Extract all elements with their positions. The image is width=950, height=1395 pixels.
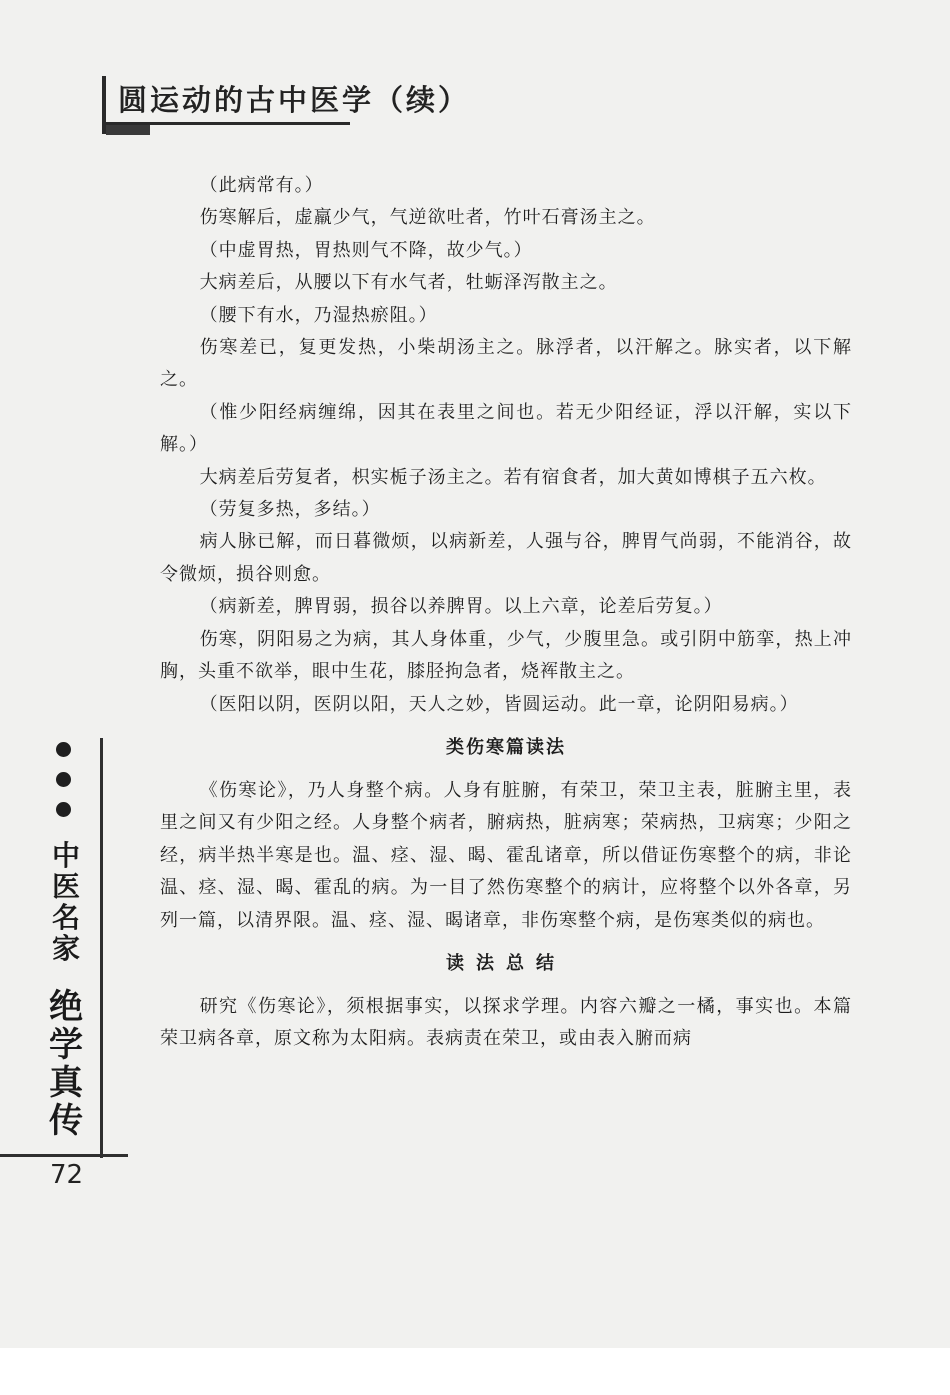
side-label (48, 840, 84, 1140)
text-paragraph: 大病差后劳复者，枳实栀子汤主之。若有宿食者，加大黄如博棋子五六枚。 (199, 466, 827, 488)
annotation-paragraph: （劳复多热，多结。） (199, 499, 381, 521)
text-paragraph: 病人脉已解，而日暮微烦，以病新差，人强与谷，脾胃气尚弱，不能消谷，故令微烦，损谷则愈。 (160, 531, 852, 585)
scan-margin (0, 1348, 950, 1395)
bullet-dot-icon (56, 802, 71, 817)
section-heading: 类伤寒篇读法 (446, 736, 566, 758)
section-heading: 读法总结 (446, 952, 566, 974)
bullet-dot-icon (56, 742, 71, 757)
side-strip (0, 738, 140, 1218)
annotation-paragraph: （惟少阳经病缠绵，因其在表里之间也。若无少阳经证，浮以汗解，实以下解。） (160, 401, 852, 456)
page-number: 72 (50, 1160, 84, 1190)
bullet-dot-icon (56, 772, 71, 787)
text-paragraph: 伤寒差已，复更发热，小柴胡汤主之。脉浮者，以汗解之。脉实者，以下解之。 (160, 337, 852, 391)
text-paragraph: 伤寒，阴阳易之为病，其人身体重，少气，少腹里急。或引阴中筋挛，热上冲胸，头重不欲举，眼中生花，膝胫拘急者，烧裈散主之。 (160, 628, 852, 683)
page-number-rule (0, 1154, 128, 1157)
annotation-paragraph: （病新差，脾胃弱，损谷以养脾胃。以上六章，论差后劳复。） (199, 596, 723, 618)
body-text (160, 170, 852, 1056)
series-name: 中医名家 (51, 839, 80, 965)
text-paragraph: 大病差后，从腰以下有水气者，牡蛎泽泻散主之。 (199, 272, 618, 294)
header-accent-block (106, 125, 150, 135)
text-paragraph: 伤寒解后，虚羸少气，气逆欲吐者，竹叶石膏汤主之。 (199, 207, 656, 229)
annotation-paragraph: （医阳以阴，医阴以阳，天人之妙，皆圆运动。此一章，论阴阳易病。） (199, 693, 799, 715)
annotation-paragraph: （中虚胃热，胃热则气不降，故少气。） (199, 239, 533, 261)
annotation-paragraph: （此病常有。） (199, 175, 324, 196)
text-paragraph: 《伤寒论》，乃人身整个病。人身有脏腑，有荣卫，荣卫主表，脏腑主里，表里之间又有少阳之经。人身整个病者，腑病热，脏病寒；荣病热，卫病寒；少阳之经，病半热半寒是也。温、痉、湿、暍、霍乱诸章，所以借证伤寒整个的病，非论温、痉、湿、暍、霍乱的病。为一目了然伤寒整个的病计，应将整个以外各章，另列一篇，以清界限。温、痉、湿、暍诸章，非伤寒整个病，是伤寒类似的病也。 (160, 779, 852, 931)
annotation-paragraph: （腰下有水，乃湿热瘀阻。） (199, 304, 438, 326)
chapter-title: 圆运动的古中医学（续） (118, 83, 471, 117)
text-paragraph: 研究《伤寒论》，须根据事实，以探求学理。内容六瓣之一橘，事实也。本篇荣卫病各章，原文称为太阳病。表病责在荣卫，或由表入腑而病 (160, 995, 852, 1050)
side-vertical-rule (100, 738, 103, 1158)
book-name: 绝学真传 (49, 987, 83, 1141)
